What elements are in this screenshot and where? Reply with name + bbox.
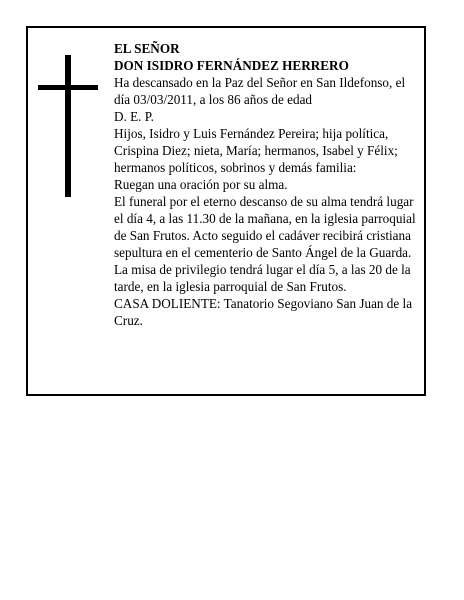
notice-text (114, 40, 416, 329)
obituary-notice (26, 26, 426, 396)
rest-in-peace: D. E. P. (114, 109, 154, 124)
notice-title: EL SEÑOR (114, 41, 180, 56)
death-announcement: Ha descansado en la Paz del Señor en San Ildefonso, el día 03/03/2011, a los 86 años de edad (114, 75, 406, 107)
prayer-request: Ruegan una oración por su alma. (114, 177, 288, 192)
cross-horizontal-bar (38, 85, 98, 90)
family-list: Hijos, Isidro y Luis Fernández Pereira; hija política, Crispina Diez; nieta, María; hermanos, Isabel y Félix; hermanos políticos, sobrinos y demás familia: (114, 126, 398, 175)
funeral-details: El funeral por el eterno descanso de su alma tendrá lugar el día 4, a las 11.30 de la mañana, en la iglesia parroquial de San Frutos. Acto seguido el cadáver recibirá cristiana sepultura en el cementerio de Santo Ángel de la Guarda. La misa de privilegio tendrá lugar el día 5, a las 20 de la tarde, en la iglesia parroquial de San Frutos. (114, 194, 416, 294)
deceased-name: DON ISIDRO FERNÁNDEZ HERRERO (114, 58, 349, 73)
cross-vertical-bar (65, 55, 71, 197)
cross-icon (38, 55, 98, 197)
mourning-house: CASA DOLIENTE: Tanatorio Segoviano San Juan de la Cruz. (114, 296, 413, 328)
